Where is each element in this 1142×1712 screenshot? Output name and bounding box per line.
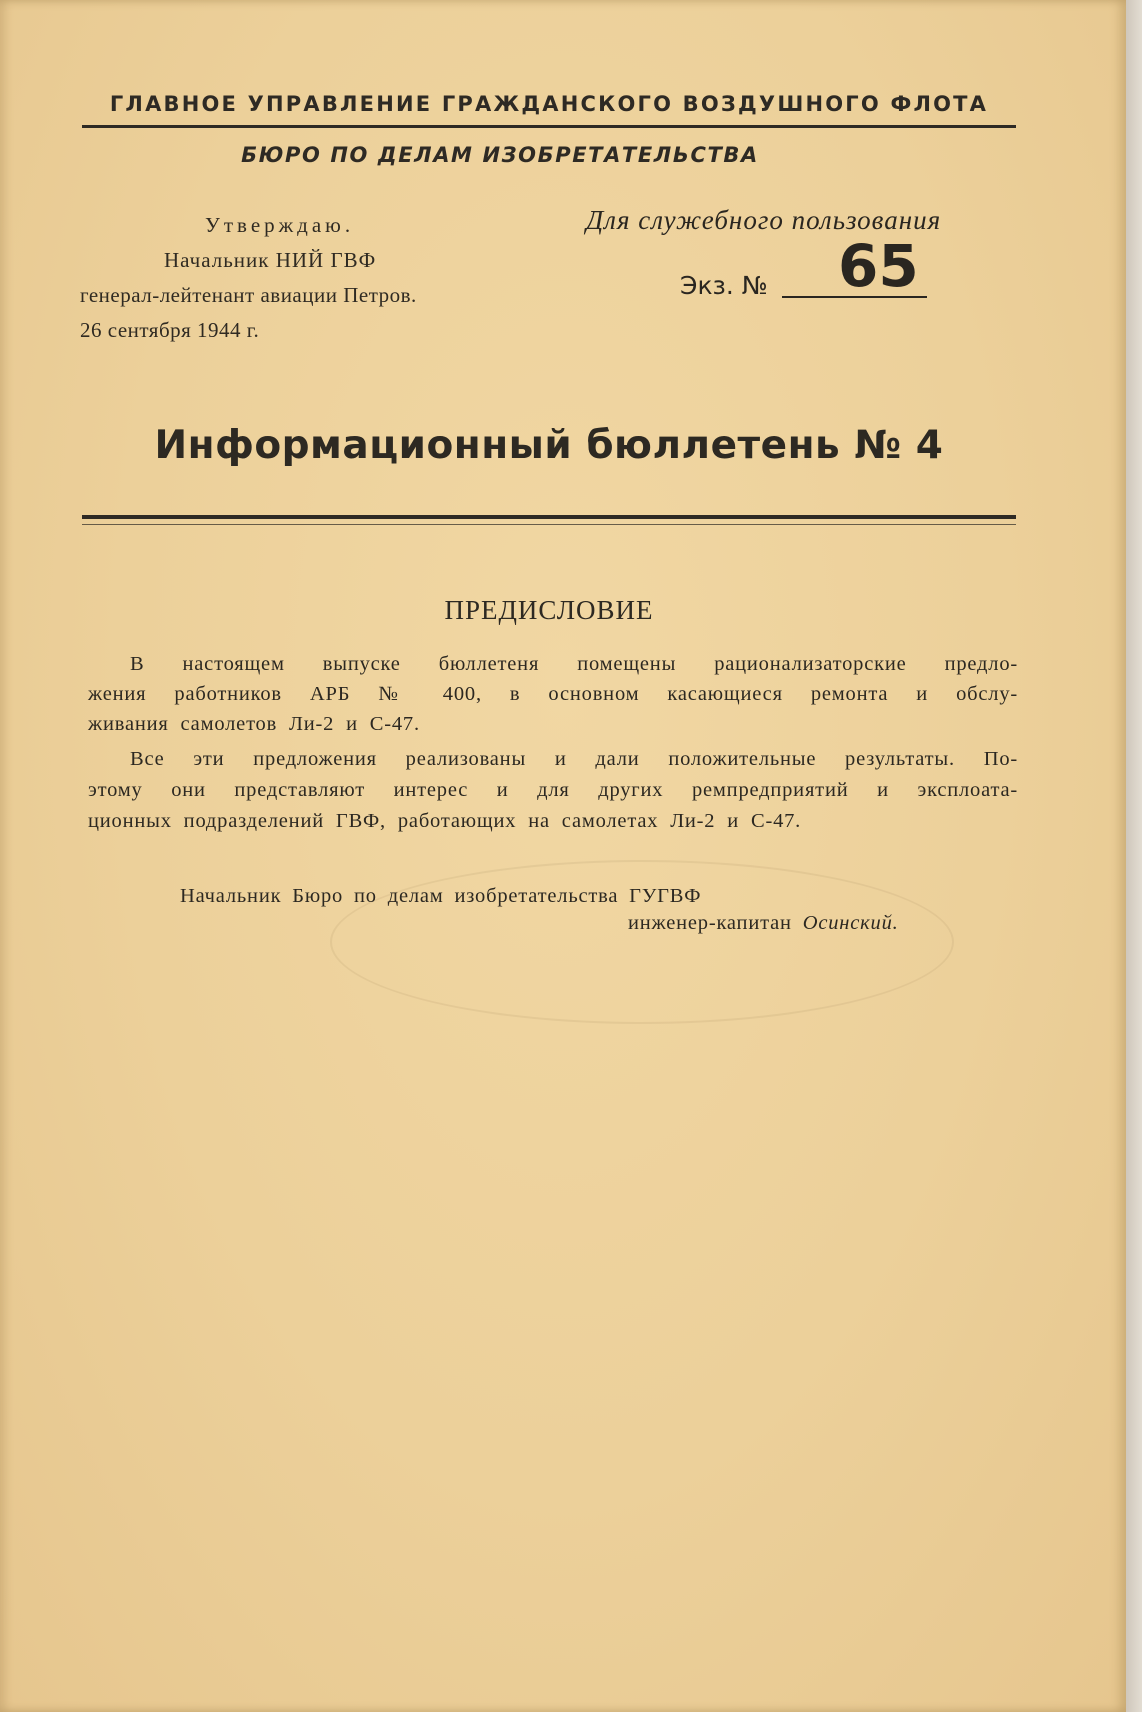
preface-paragraph-1-line-1: В настоящем выпуске бюллетеня помещены рационализаторские предло- bbox=[130, 653, 1018, 675]
approval-line-3: генерал-лейтенант авиации Петров. bbox=[80, 283, 417, 307]
organization-header: ГЛАВНОЕ УПРАВЛЕНИЕ ГРАЖДАНСКОГО ВОЗДУШНОГО ФЛОТА bbox=[109, 92, 989, 116]
signature-title: Начальник Бюро по делам изобретательства ГУГВФ bbox=[180, 885, 702, 907]
page-edge bbox=[1126, 0, 1142, 1712]
copy-number-value: 65 bbox=[838, 232, 919, 300]
header-rule bbox=[82, 125, 1016, 128]
preface-paragraph-1-line-3: живания самолетов Ли-2 и С-47. bbox=[88, 713, 420, 735]
restricted-label: Для служебного пользования bbox=[586, 205, 942, 235]
approval-line-2: Начальник НИЙ ГВФ bbox=[164, 248, 377, 272]
preface-heading: ПРЕДИСЛОВИЕ bbox=[444, 595, 654, 625]
preface-paragraph-2-line-3: ционных подразделений ГВФ, работающих на самолетах Ли-2 и С-47. bbox=[88, 810, 802, 832]
approval-line-1: Утверждаю. bbox=[205, 213, 355, 237]
copy-number-label: Экз. № bbox=[680, 271, 768, 300]
signature-name: Осинский. bbox=[802, 912, 899, 934]
preface-paragraph-1-line-2: жения работников АРБ № 400, в основном касающиеся ремонта и обслу- bbox=[88, 683, 1018, 705]
preface-paragraph-2-line-2: этому они представляют интерес и для других ремпредприятий и эксплоата- bbox=[88, 779, 1018, 801]
document-title: Информационный бюллетень № 4 bbox=[154, 423, 944, 468]
approval-date: 26 сентября 1944 г. bbox=[80, 318, 260, 342]
preface-paragraph-2-line-1: Все эти предложения реализованы и дали положительные результаты. По- bbox=[130, 748, 1018, 770]
title-rule bbox=[82, 515, 1016, 519]
signature-rank: инженер-капитан bbox=[628, 912, 792, 934]
signature-name-line bbox=[628, 912, 899, 935]
bureau-header: БЮРО ПО ДЕЛАМ ИЗОБРЕТАТЕЛЬСТВА bbox=[241, 143, 759, 167]
title-rule-thin bbox=[82, 524, 1016, 525]
